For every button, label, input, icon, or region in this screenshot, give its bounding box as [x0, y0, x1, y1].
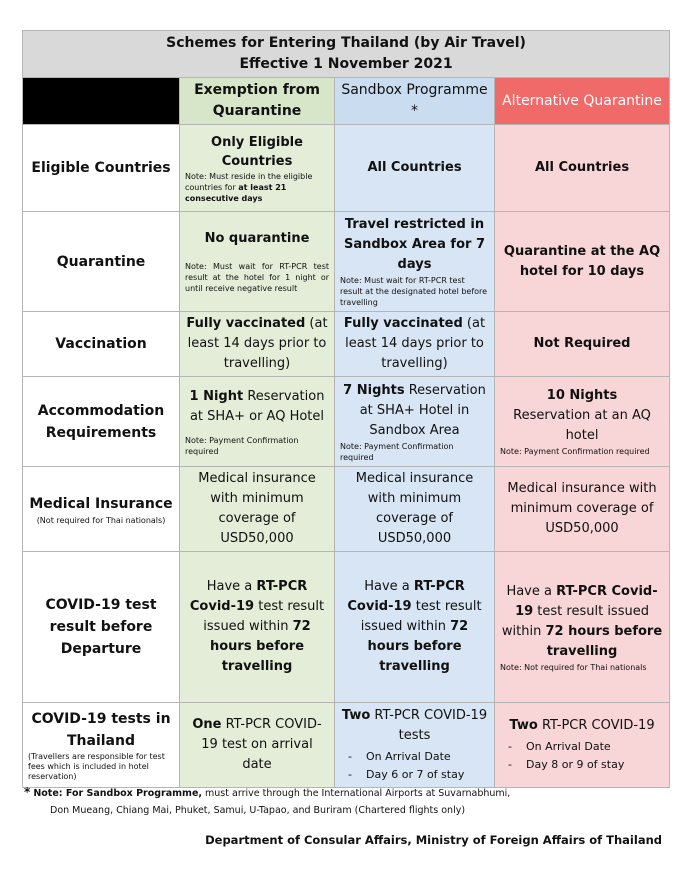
list-item: - Day 6 or 7 of stay — [348, 766, 489, 784]
eligible-exemption-cell — [180, 125, 335, 212]
tests-sandbox-cell: Two RT-PCR COVID-19 tests - On Arrival Date - Day 6 or 7 of stay — [335, 703, 495, 788]
footnote-line-1: must arrive through the International Airports at Suvarnabhumi, — [202, 788, 511, 799]
title-line-2: Effective 1 November 2021 — [239, 56, 453, 72]
accommodation-exemption-note: Note: Payment Confirmation required — [185, 435, 299, 456]
accommodation-sandbox-cell: 7 Nights Reservation at SHA+ Hotel in Sandbox Area Note: Payment Confirmation required — [335, 377, 495, 467]
table-title — [23, 31, 670, 78]
footnote-line-2: Don Mueang, Chiang Mai, Phuket, Samui, U-Tapao, and Buriram (Chartered flights only) — [50, 805, 466, 816]
schemes-table — [22, 30, 670, 788]
accommodation-alternative-note: Note: Payment Confirmation required — [500, 447, 650, 456]
predeparture-alternative-note: Note: Not required for Thai nationals — [500, 662, 647, 672]
predeparture-alternative-cell: Have a RT-PCR Covid-19 test result issued within 72 hours before travelling Note: Not required for Thai nationals — [495, 552, 670, 703]
eligible-alternative-cell — [495, 125, 670, 212]
insurance-alternative-cell: Medical insurance with minimum coverage of USD50,000 — [495, 467, 670, 552]
list-item: - On Arrival Date — [508, 738, 664, 756]
row-label-predeparture: COVID-19 test result before Departure — [23, 552, 180, 703]
row-label-accommodation: Accommodation Requirements — [23, 377, 180, 467]
quarantine-sandbox-cell — [335, 212, 495, 312]
tests-label-note: (Travellers are responsible for test fees which is included in hotel reservation) — [28, 752, 165, 781]
predeparture-sandbox-cell: Have a RT-PCR Covid-19 test result issued within 72 hours before travelling — [335, 552, 495, 703]
tests-alternative-cell: Two RT-PCR COVID-19 - On Arrival Date - Day 8 or 9 of stay — [495, 703, 670, 788]
row-label-vaccination: Vaccination — [23, 312, 180, 377]
column-header-alternative: Alternative Quarantine — [495, 78, 670, 125]
tests-sandbox-list — [340, 748, 489, 784]
quarantine-alternative-value: Quarantine at the AQ hotel for 10 days — [503, 243, 661, 279]
predeparture-exemption-cell: Have a RT-PCR Covid-19 test result issued within 72 hours before travelling — [180, 552, 335, 703]
header-corner — [23, 78, 180, 125]
eligible-sandbox-value: All Countries — [367, 160, 462, 175]
vaccination-sandbox-cell: Fully vaccinated (at least 14 days prior to travelling) — [335, 312, 495, 377]
footnote — [24, 784, 664, 819]
accommodation-exemption-cell: 1 Night Reservation at SHA+ or AQ Hotel Note: Payment Confirmation required — [180, 377, 335, 467]
quarantine-sandbox-main: Travel restricted in Sandbox Area for 7 days — [343, 217, 485, 272]
insurance-sandbox-cell: Medical insurance with minimum coverage of USD50,000 — [335, 467, 495, 552]
vaccination-alternative-cell — [495, 312, 670, 377]
insurance-label-note: (Not required for Thai nationals) — [36, 515, 166, 525]
tests-exemption-cell: One RT-PCR COVID-19 test on arrival date — [180, 703, 335, 788]
row-label-insurance: Medical Insurance (Not required for Thai nationals) — [23, 467, 180, 552]
eligible-sandbox-cell — [335, 125, 495, 212]
quarantine-exemption-cell — [180, 212, 335, 312]
title-line-1: Schemes for Entering Thailand (by Air Travel) — [166, 35, 526, 51]
quarantine-alternative-cell — [495, 212, 670, 312]
tests-alternative-list — [500, 738, 664, 774]
insurance-exemption-cell: Medical insurance with minimum coverage of USD50,000 — [180, 467, 335, 552]
column-header-sandbox: Sandbox Programme * — [335, 78, 495, 125]
row-label-quarantine: Quarantine — [23, 212, 180, 312]
row-label-tests: COVID-19 tests in Thailand (Travellers are responsible for test fees which is included in hotel reservation) — [23, 703, 180, 788]
row-label-eligible: Eligible Countries — [23, 125, 180, 212]
footnote-star: * — [24, 785, 31, 799]
quarantine-exemption-main: No quarantine — [204, 231, 310, 246]
eligible-alternative-value: All Countries — [534, 160, 630, 175]
column-header-exemption: Exemption from Quarantine — [180, 78, 335, 125]
footnote-bold: Note: For Sandbox Programme, — [33, 788, 203, 799]
list-item: - Day 8 or 9 of stay — [508, 756, 664, 774]
source-credit: Department of Consular Affairs, Ministry of Foreign Affairs of Thailand — [205, 833, 662, 847]
list-item: - On Arrival Date — [348, 748, 489, 766]
eligible-exemption-main: Only Eligible Countries — [211, 134, 303, 169]
quarantine-exemption-note: Note: Must wait for RT-PCR test result at the hotel for 1 night or until receive negative result — [185, 262, 329, 293]
vaccination-alternative-value: Not Required — [533, 336, 631, 351]
accommodation-sandbox-note: Note: Payment Confirmation required — [340, 441, 454, 462]
eligible-exemption-note: Note: Must reside in the eligible countries for at least 21 consecutive days — [185, 171, 313, 203]
vaccination-exemption-cell: Fully vaccinated (at least 14 days prior to travelling) — [180, 312, 335, 377]
quarantine-sandbox-note: Note: Must wait for RT-PCR test result at the designated hotel before travelling — [340, 276, 488, 307]
accommodation-alternative-cell: 10 Nights Reservation at an AQ hotel Note: Payment Confirmation required — [495, 377, 670, 467]
